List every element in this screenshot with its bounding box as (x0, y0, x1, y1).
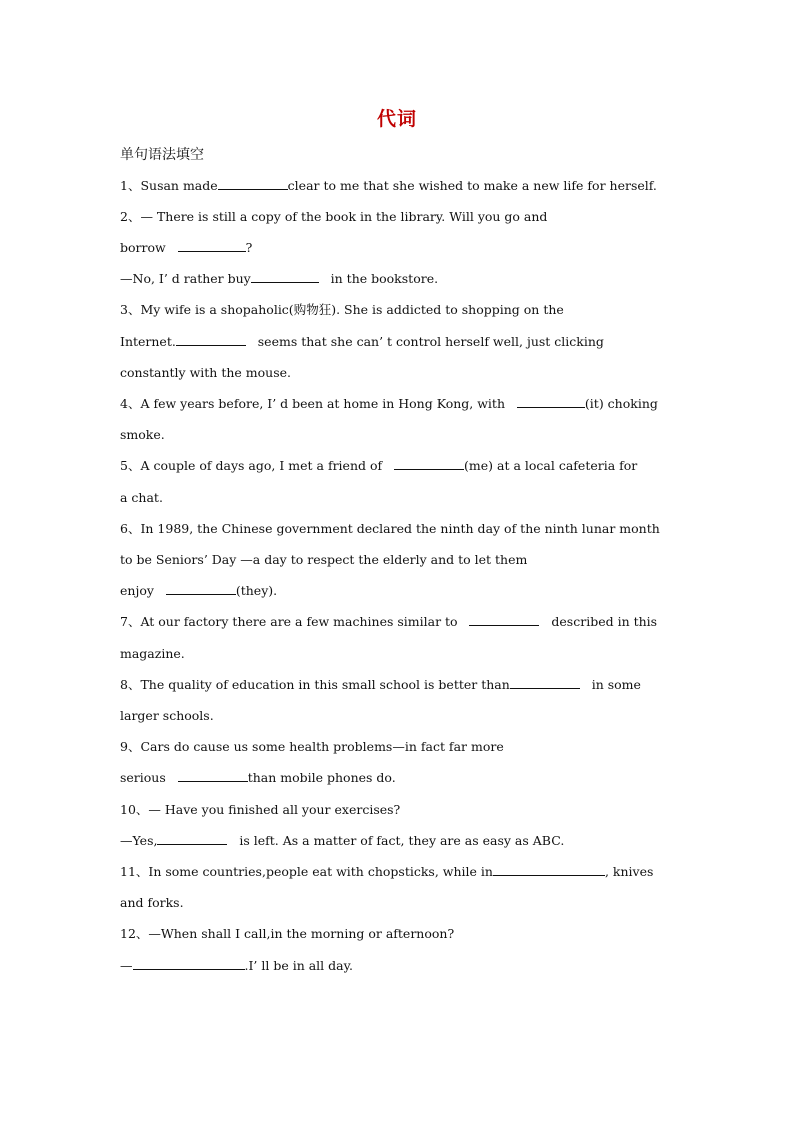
q5-text-a: 5、A couple of days ago, I met a friend of (120, 458, 383, 473)
q2-blank-2[interactable] (251, 271, 319, 283)
question-4-line-1 (120, 396, 676, 412)
q3-blank[interactable] (176, 334, 246, 346)
question-6-line-2 (120, 552, 676, 568)
q1-text-b: clear to me that she wished to make a new life for herself. (287, 178, 657, 193)
question-1-line-1 (120, 178, 676, 194)
page-title: 代词 (376, 108, 417, 130)
q2-text-a: 2、— There is still a copy of the book in the library. Will you go and (120, 209, 548, 224)
question-7-line-1 (120, 614, 676, 630)
question-3-line-3 (120, 365, 676, 381)
q11-text-c: and forks. (120, 895, 184, 910)
question-2-line-2 (120, 240, 676, 256)
q12-text-a: 12、—When shall I call,in the morning or afternoon? (120, 926, 455, 941)
question-5-line-2 (120, 490, 676, 506)
q5-text-b: (me) at a local cafeteria for (464, 458, 638, 473)
q3-text-d: constantly with the mouse. (120, 365, 291, 380)
q7-text-c: magazine. (120, 646, 185, 661)
q2-text-d: —No, I’ d rather buy (120, 271, 251, 286)
q12-text-c: .I’ ll be in all day. (244, 958, 353, 973)
q6-text-b: to be Seniors’ Day —a day to respect the elderly and to let them (120, 552, 528, 567)
q4-blank[interactable] (517, 396, 585, 408)
q11-text-b: , knives (604, 864, 654, 879)
question-3-line-1 (120, 302, 676, 318)
q3-text-c: seems that she can’ t control herself well, just clicking (257, 334, 604, 349)
question-6-line-1 (120, 521, 676, 537)
q12-blank[interactable] (133, 958, 245, 970)
question-3-line-2 (120, 334, 676, 350)
q8-text-b: in some (591, 677, 641, 692)
q2-text-e: in the bookstore. (330, 271, 439, 286)
q5-text-c: a chat. (120, 490, 163, 505)
q12-text-b: — (120, 958, 133, 973)
q9-text-c: than mobile phones do. (247, 770, 396, 785)
question-11-line-2 (120, 895, 676, 911)
q4-text-c: smoke. (120, 427, 165, 442)
q2-text-b: borrow (120, 240, 166, 255)
q8-blank[interactable] (510, 677, 580, 689)
q7-text-a: 7、At our factory there are a few machines similar to (120, 614, 458, 629)
q2-blank-1[interactable] (178, 240, 246, 252)
q5-blank[interactable] (394, 458, 464, 470)
question-4-line-2 (120, 427, 676, 443)
question-7-line-2 (120, 646, 676, 662)
q11-text-a: 11、In some countries,people eat with chopsticks, while in (120, 864, 493, 879)
q3-text-a: 3、My wife is a shopaholic(购物狂). She is addicted to shopping on the (120, 302, 564, 317)
q1-text-a: 1、Susan made (120, 178, 218, 193)
question-12-line-2 (120, 958, 676, 974)
q4-text-b: (it) choking (584, 396, 658, 411)
question-8-line-1 (120, 677, 676, 693)
q7-blank[interactable] (469, 614, 539, 626)
question-11-line-1 (120, 864, 676, 880)
q8-text-c: larger schools. (120, 708, 214, 723)
section-heading: 单句语法填空 (120, 147, 204, 163)
question-9-line-1 (120, 739, 676, 755)
question-10-line-1 (120, 802, 676, 818)
q9-text-b: serious (120, 770, 166, 785)
q3-text-b: Internet. (120, 334, 176, 349)
q9-text-a: 9、Cars do cause us some health problems—in fact far more (120, 739, 504, 754)
q2-text-c: ? (245, 240, 253, 255)
q7-text-b: described in this (551, 614, 658, 629)
q8-text-a: 8、The quality of education in this small school is better than (120, 677, 510, 692)
question-12-line-1 (120, 926, 676, 942)
q6-blank[interactable] (166, 583, 236, 595)
q9-blank[interactable] (178, 770, 248, 782)
q10-text-c: is left. As a matter of fact, they are as easy as ABC. (239, 833, 565, 848)
q6-text-a: 6、In 1989, the Chinese government declared the ninth day of the ninth lunar month (120, 521, 660, 536)
q1-blank[interactable] (218, 178, 288, 190)
q4-text-a: 4、A few years before, I’ d been at home in Hong Kong, with (120, 396, 505, 411)
question-5-line-1 (120, 458, 676, 474)
q10-blank[interactable] (157, 833, 227, 845)
q10-text-a: 10、— Have you finished all your exercises? (120, 802, 401, 817)
question-2-line-3 (120, 271, 676, 287)
q6-text-c: enjoy (120, 583, 154, 598)
question-2-line-1 (120, 209, 676, 225)
question-10-line-2 (120, 833, 676, 849)
q6-text-d: (they). (235, 583, 278, 598)
q10-text-b: —Yes, (120, 833, 158, 848)
question-8-line-2 (120, 708, 676, 724)
q11-blank[interactable] (493, 864, 605, 876)
question-9-line-2 (120, 770, 676, 786)
question-6-line-3 (120, 583, 676, 599)
